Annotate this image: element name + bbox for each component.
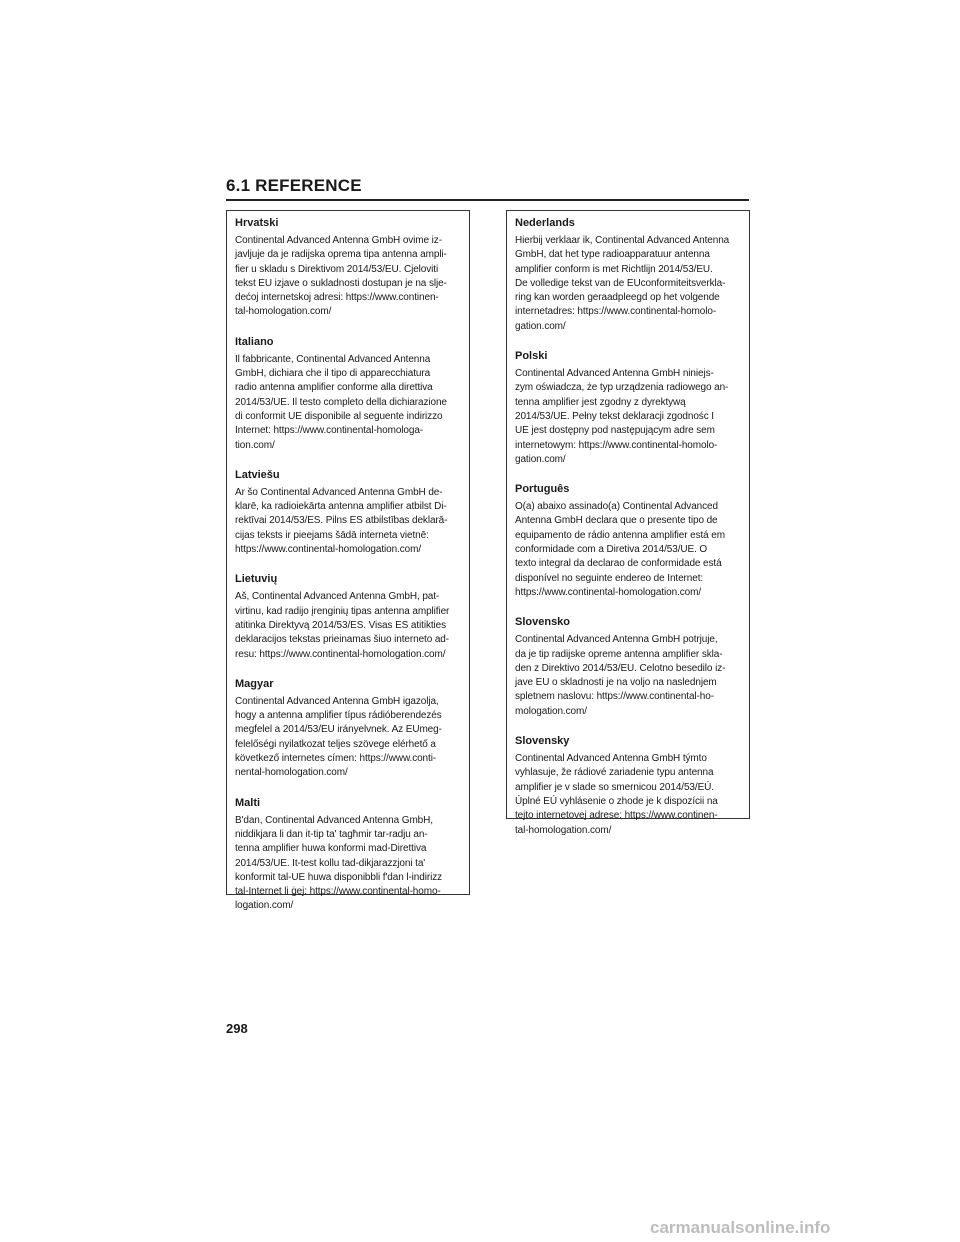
lang-text: Continental Advanced Antenna GmbH týmto vyhlasuje, že rádiové zariadenie typu antenna amplifier je v slade so smernicou 2014/53/EÚ. Úplné EÚ vyhlásenie o zhode je k dispozícii na tejto internetovej adrese: https://www.continen- tal-homologation.com/: [515, 753, 718, 836]
lang-block-polski: [515, 350, 741, 467]
lang-text: Continental Advanced Antenna GmbH igazolja, hogy a antenna amplifier típus rádióberendezés megfelel a 2014/53/EU irányelvnek. Az EUmeg- felelőségi nyilatkozat teljes szövege elérhető a következő internetes címen: https://www.conti- nental-homologation.com/: [235, 695, 442, 779]
lang-heading: Malti: [235, 796, 261, 809]
lang-text: Continental Advanced Antenna GmbH niniejs- zym oświadcza, że typ urządzenia radiowego an- tenna amplifier jest zgodny z dyrektywą 2014/53/UE. Pełny tekst deklaracji zgodnośc I UE jest dostępny pod następującym adre sem internetowym: https://www.continental-homolo- gation.com/: [515, 368, 729, 465]
section-title: 6.1 REFERENCE: [226, 176, 362, 195]
title-rule: [226, 199, 749, 201]
lang-block-magyar: [235, 678, 461, 781]
lang-block-nederlands: [515, 217, 741, 334]
lang-heading: Nederlands: [515, 217, 575, 229]
lang-heading: Português: [515, 483, 570, 496]
lang-heading: Hrvatski: [235, 217, 279, 229]
lang-heading: Slovensky: [515, 735, 570, 748]
lang-heading: Magyar: [235, 677, 274, 690]
lang-block-italiano: [235, 336, 461, 453]
lang-heading: Italiano: [235, 335, 274, 348]
lang-text: Il fabbricante, Continental Advanced Antenna GmbH, dichiara che il tipo di apparecchiatura radio antenna amplifier conforme alla direttiva 2014/53/UE. Il testo completo della dichiarazione di conformit UE disponibile al seguente indirizzo Internet: https://www.continental-homologa- tion.com/: [235, 353, 447, 451]
lang-block-portugues: [515, 483, 741, 600]
lang-text: Aš, Continental Advanced Antenna GmbH, pat- virtinu, kad radijo įrenginių tipas antenna amplifier atitinka Direktyvą 2014/53/ES. Visas ES atitikties deklaracijos tekstas prieinamas šiuo interneto ad- resu: https://www.continental-homologation.com/: [235, 591, 450, 660]
lang-block-lietuviu: [235, 573, 461, 661]
lang-block-malti: [235, 797, 461, 914]
lang-text: B'dan, Continental Advanced Antenna GmbH, niddikjara li dan it-tip ta' tagħmir tar-radju an- tenna amplifier huwa konformi mad-Direttiva 2014/53/UE. It-test kollu tad-dikjarazzjoni ta' konformit tal-UE huwa disponibbli f'dan l-indirizz tal-Internet li ġej: https://www.continental-homo- logation.com/: [235, 814, 443, 912]
lang-block-slovensky: [515, 735, 741, 838]
lang-heading: Slovensko: [515, 616, 571, 629]
lang-heading: Polski: [515, 350, 548, 363]
lang-heading: Lietuvių: [235, 573, 278, 586]
lang-text: O(a) abaixo assinado(a) Continental Advanced Antenna GmbH declara que o presente tipo de equipamento de rádio antenna amplifier está em conformidade com a Diretiva 2014/53/UE. O texto integral da declarao de conformidade está disponível no seguinte endereo de Internet: https://www.continental-homologation.com/: [515, 501, 725, 598]
lang-text: Ar šo Continental Advanced Antenna GmbH de- klarē, ka radioiekārta antenna amplifier atbilst Di- rektīvai 2014/53/ES. Pilns ES atbilstības deklarā- cijas teksts ir pieejams šādā interneta vietnē: https://www.continental-homologation.com/: [235, 486, 448, 556]
declaration-box-left: [226, 210, 470, 912]
lang-text: Continental Advanced Antenna GmbH ovime iz- javljuje da je radijska oprema tipa antenna ampli- fier u skladu s Direktivom 2014/53/EU. Cjeloviti tekst EU izjave o sukladnosti dostupan je na slje- dećoj internetskoj adresi: https://www.continen- tal-homologation.com/: [235, 235, 447, 318]
lang-heading: Latviešu: [235, 468, 280, 481]
lang-text: Hierbij verklaar ik, Continental Advanced Antenna GmbH, dat het type radioapparatuur antenna amplifier conform is met Richtlijn 2014/53/EU. De volledige tekst van de EUconformiteitsverkla- ring kan worden geraadpleegd op het volgende internetadres: https://www.continental-homolo- gation.com/: [515, 235, 730, 332]
page-number: 298: [226, 1021, 248, 1036]
lang-text: Continental Advanced Antenna GmbH potrjuje, da je tip radijske opreme antenna amplifier skla- den z Direktivo 2014/53/EU. Celotno besedilo iz- jave EU o skladnosti je na voljo na naslednjem spletnem naslovu: https://www.continental-ho- mologation.com/: [515, 634, 726, 717]
watermark: carmanualsonline.info: [650, 1218, 831, 1237]
lang-block-hrvatski: [235, 217, 461, 320]
lang-block-latviesu: [235, 469, 461, 557]
lang-block-slovensko: [515, 616, 741, 719]
declaration-box-right: [506, 210, 750, 836]
